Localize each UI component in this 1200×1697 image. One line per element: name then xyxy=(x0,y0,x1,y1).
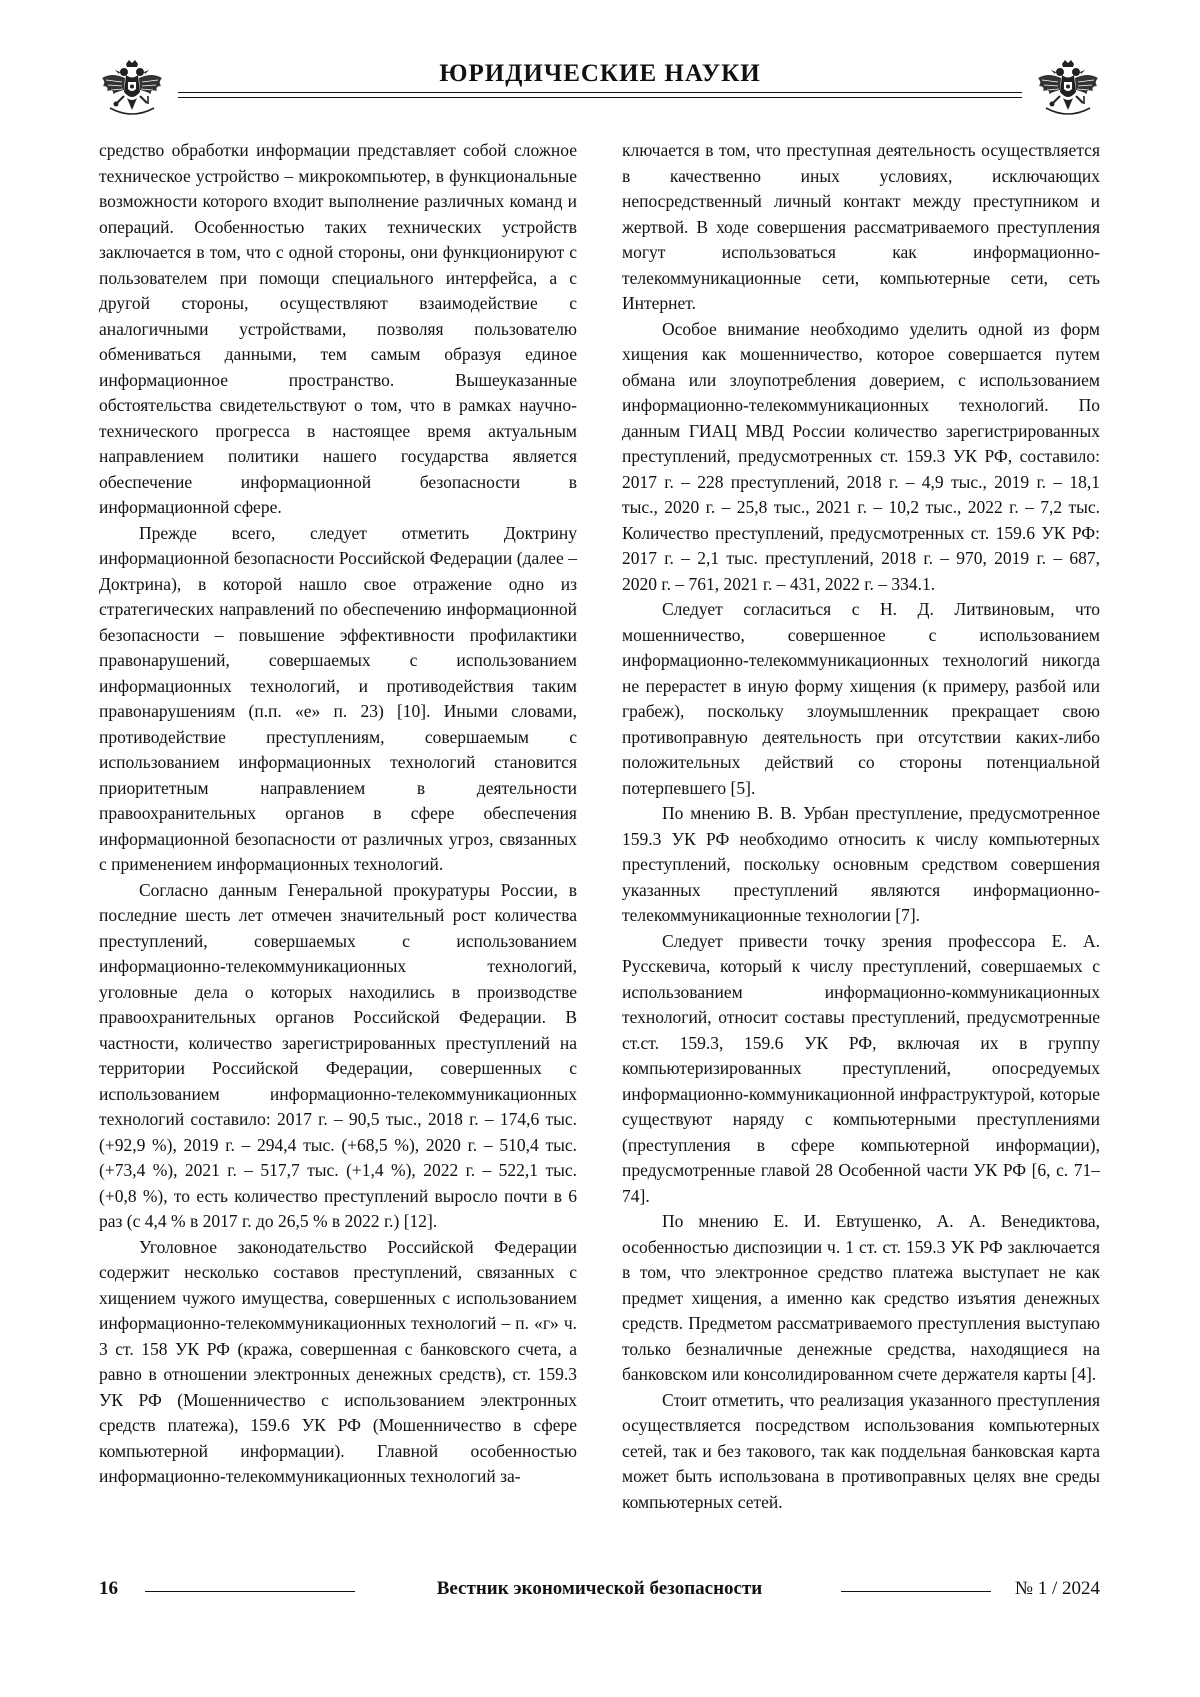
paragraph: Следует согласиться с Н. Д. Литвиновым, что мошенничество, совершенное с использованием информационно-телекоммуникационных технологий никогда не перерастет в иную форму хищения (к примеру, разбой или грабеж), поскольку злоумышленник прекращает свою противоправную деятельность при отсутствии каких-либо положительных действий со стороны потенциальной потерпевшего [5]. xyxy=(622,599,1100,798)
page-number: 16 xyxy=(99,1578,118,1599)
left-column xyxy=(99,138,577,1490)
journal-name: Вестник экономической безопасности xyxy=(436,1578,763,1599)
section-title: ЮРИДИЧЕСКИЕ НАУКИ xyxy=(439,60,761,87)
paragraph: средство обработки информации представляет собой сложное техническое устройство – микрокомпьютер, в функциональные возможности которого входит выполнение различных команд и операций. Особенностью таких технических устройств заключается в том, что с одной стороны, они функционируют с пользователем при помощи специального интерфейса, а с другой стороны, осуществляют взаимодействие с аналогичными устройствами, позволяя пользователю обмениваться данными, тем самым образуя единое информационное пространство. Вышеуказанные обстоятельства свидетельствуют о том, что в рамках научно-технического прогресса в настоящее время актуальным направлением политики нашего государства является обеспечение информационной безопасности в информационной сфере. xyxy=(99,140,577,517)
paragraph: Уголовное законодательство Российской Федерации содержит несколько составов преступлений, связанных с хищением чужого имущества, совершенных с использованием информационно-телекоммуникационных технологий – п. «г» ч. 3 ст. 158 УК РФ (кража, совершенная с банковского счета, а равно в отношении электронных денежных средств), ст. 159.3 УК РФ (Мошенничество с использованием электронных средств платежа), 159.6 УК РФ (Мошенничество в сфере компьютерной информации). Главной особенностью информационно-телекоммуникационных технологий за- xyxy=(99,1236,577,1486)
header-rule xyxy=(178,92,1022,93)
page-header xyxy=(100,58,1100,118)
footer-rule xyxy=(841,1591,991,1592)
paragraph: Особое внимание необходимо уделить одной из форм хищения как мошенничество, которое совершается путем обмана или злоупотребления доверием, с использованием информационно-телекоммуникационных технологий. По данным ГИАЦ МВД России количество зарегистрированных преступлений, предусмотренных ст. 159.3 УК РФ, составило: 2017 г. – 228 преступлений, 2018 г. – 4,9 тыс., 2019 г. – 18,1 тыс., 2020 г. – 25,8 тыс., 2021 г. – 10,2 тыс., 2022 г. – 7,2 тыс. Количество преступлений, предусмотренных ст. 159.6 УК РФ: 2017 г. – 2,1 тыс. преступлений, 2018 г. – 970, 2019 г. – 687, 2020 г. – 761, 2021 г. – 431, 2022 г. – 334.1. xyxy=(622,318,1100,594)
paragraph: Следует привести точку зрения профессора Е. А. Русскевича, который к числу преступлений, совершаемых с использованием информационно-коммуникационных технологий, относит составы преступлений, предусмотренные ст.ст. 159.3, 159.6 УК РФ, включая их в группу компьютеризированных преступлений, опосредуемых информационно-коммуникационной инфраструктурой, которые существуют наряду с компьютерными преступлениями (преступления в сфере компьютерной информации), предусмотренные главой 28 Особенной части УК РФ [6, с. 71–74]. xyxy=(622,930,1100,1206)
issue-number: № 1 / 2024 xyxy=(1014,1578,1100,1599)
eagle-emblem-icon xyxy=(1036,58,1100,118)
right-column xyxy=(622,138,1100,1515)
paragraph: Согласно данным Генеральной прокуратуры России, в последние шесть лет отмечен значительный рост количества преступлений, совершаемых с использованием информационно-телекоммуникационных технологий, уголовные дела о которых находились в производстве правоохранительных органов Российской Федерации. В частности, количество зарегистрированных преступлений на территории Российской Федерации, совершенных с использованием информационно-телекоммуникационных технологий составило: 2017 г. – 90,5 тыс., 2018 г. – 174,6 тыс. (+92,9 %), 2019 г. – 294,4 тыс. (+68,5 %), 2020 г. – 510,4 тыс. (+73,4 %), 2021 г. – 517,7 тыс. (+1,4 %), 2022 г. – 522,1 тыс. (+0,8 %), то есть количество преступлений выросло почти в 6 раз (с 4,4 % в 2017 г. до 26,5 % в 2022 г.) [12]. xyxy=(99,879,577,1231)
paragraph: По мнению Е. И. Евтушенко, А. А. Венедиктова, особенностью диспозиции ч. 1 ст. ст. 159.3 УК РФ заключается в том, что электронное средство платежа выступает не как предмет хищения, а именно как средство изъятия денежных средств. Предметом рассматриваемого преступления выступаю только безналичные денежные средства, находящиеся на банковском или консолидированном счете держателя карты [4]. xyxy=(622,1211,1100,1384)
paragraph: По мнению В. В. Урбан преступление, предусмотренное 159.3 УК РФ необходимо относить к числу компьютерных преступлений, поскольку основным средством совершения указанных преступлений являются информационно-телекоммуникационные технологии [7]. xyxy=(622,803,1100,925)
eagle-emblem-icon xyxy=(100,58,164,118)
page-footer xyxy=(99,1578,1100,1606)
paragraph: ключается в том, что преступная деятельность осуществляется в качественно иных условиях, исключающих непосредственный личный контакт между преступником и жертвой. В ходе совершения рассматриваемого преступления могут использоваться как информационно-телекоммуникационные сети, компьютерные сети, сеть Интернет. xyxy=(622,140,1100,313)
header-rule xyxy=(178,97,1022,98)
paragraph: Прежде всего, следует отметить Доктрину информационной безопасности Российской Федерации (далее – Доктрина), в которой нашло свое отражение одно из стратегических направлений по обеспечению информационной безопасности – повышение эффективности профилактики правонарушений, совершаемых с использованием информационных технологий, и противодействия таким правонарушениям (п.п. «е» п. 23) [10]. Иными словами, противодействие преступлениям, совершаемым с использованием информационных технологий становится приоритетным направлением в деятельности правоохранительных органов в сфере обеспечения информационной безопасности от различных угроз, связанных с применением информационных технологий. xyxy=(99,522,577,874)
paragraph: Стоит отметить, что реализация указанного преступления осуществляется посредством использования компьютерных сетей, так и без такового, так как поддельная банковская карта может быть использована в противоправных целях вне среды компьютерных сетей. xyxy=(622,1389,1100,1512)
